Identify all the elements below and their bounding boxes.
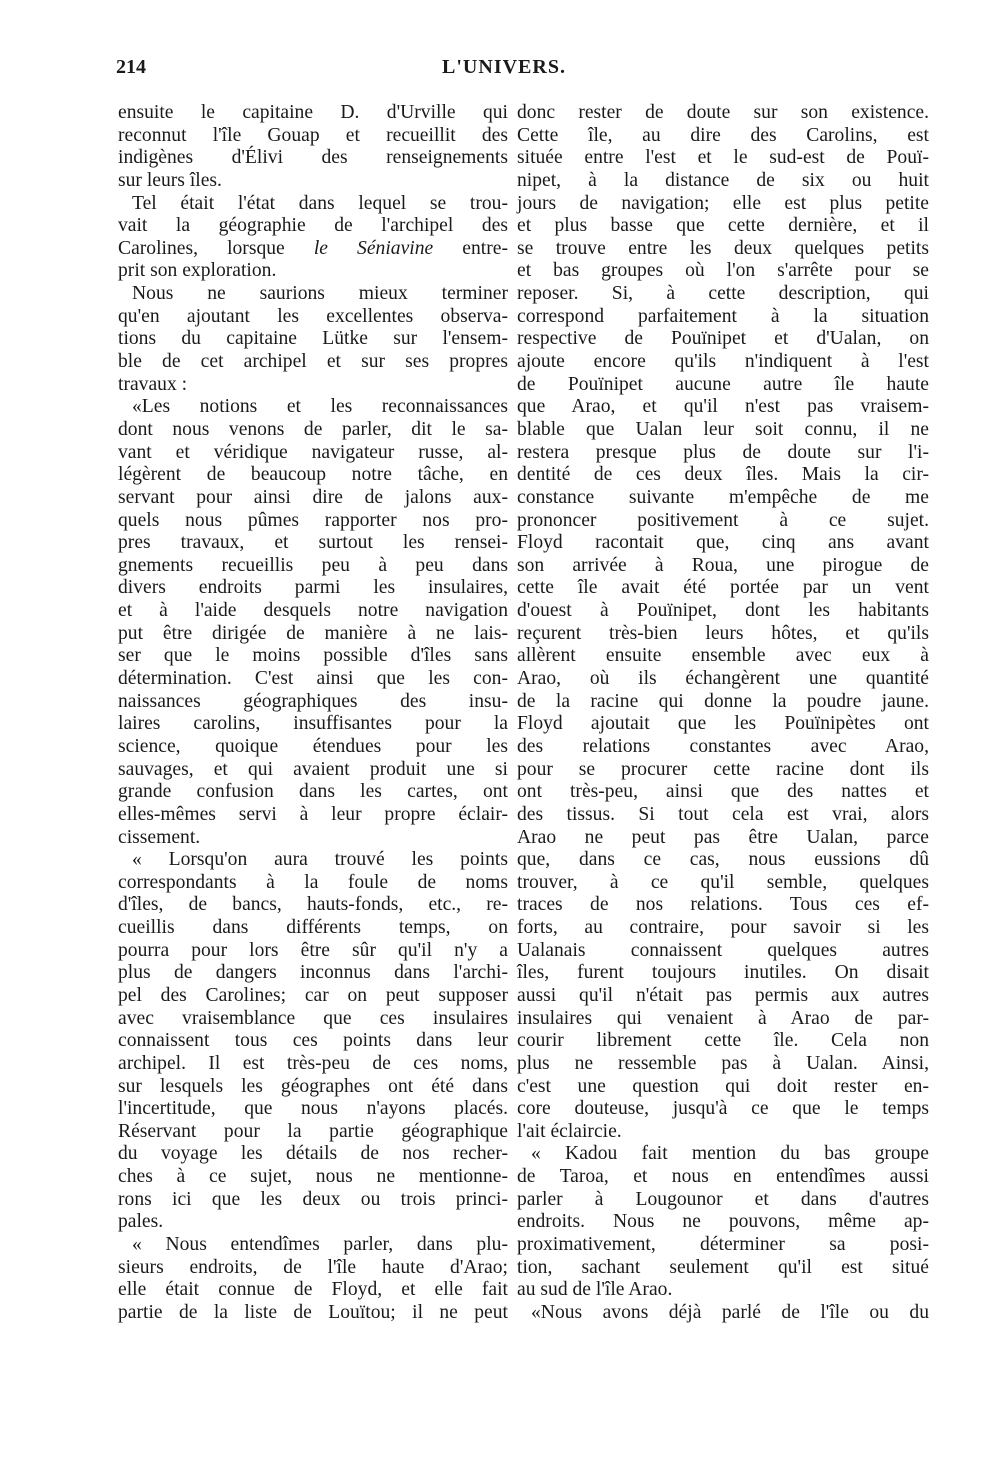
text-line: sieurs endroits, de l'île haute d'Arao; (118, 1256, 508, 1278)
text-line: traces de nos relations. Tous ces ef- (517, 894, 929, 916)
text-line: prit son exploration. (118, 260, 277, 282)
text-line: ensuite le capitaine D. d'Urville qui (118, 102, 508, 123)
text-line: vant et véridique navigateur russe, al- (118, 441, 508, 463)
text-line: ont très-peu, ainsi que des nattes et (517, 781, 929, 803)
text-line: insulaires qui venaient à Arao de par- (517, 1007, 929, 1029)
text-line: de Taroa, et nous en entendîmes aussi (517, 1166, 929, 1188)
text-line: prononcer positivement à ce sujet. (517, 509, 929, 531)
text-line: que, dans ce cas, nous eussions dû (517, 849, 929, 871)
text-line: son arrivée à Roua, une pirogue de (517, 554, 929, 576)
text-line: l'incertitude, que nous n'ayons placés. (118, 1098, 508, 1120)
text-line: connaissent tous ces points dans leur (118, 1030, 508, 1052)
text-line: rons ici que les deux ou trois princi- (118, 1188, 508, 1210)
text-line: pourra pour lors être sûr qu'il n'y a (118, 939, 508, 961)
text-line: et bas groupes où l'on s'arrête pour se (517, 260, 929, 282)
text-line: correspondants à la foule de noms (118, 871, 508, 893)
text-line: des tissus. Si tout cela est vrai, alors (517, 803, 929, 825)
text-line: d'îles, de bancs, hauts-fonds, etc., re- (118, 894, 508, 916)
text-line: nipet, à la distance de six ou huit (517, 169, 929, 191)
text-line: forts, au contraire, pour savoir si les (517, 917, 929, 939)
text-line: cissement. (118, 826, 201, 848)
text-line: travaux : (118, 373, 188, 395)
right-column (517, 102, 929, 1325)
text-line: reconnut l'île Gouap et recueillit des (118, 124, 508, 146)
text-line: science, quoique étendues pour les (118, 735, 508, 757)
page-number: 214 (116, 56, 146, 78)
text-line: cueillis dans différents temps, on (118, 917, 508, 939)
running-title: L'UNIVERS. (442, 56, 566, 78)
text-line: elles-mêmes servi à leur propre éclair- (118, 803, 508, 825)
text-segment: Carolines, lorsque (118, 237, 314, 259)
text-line: vait la géographie de l'archipel des (118, 215, 508, 237)
text-line: sauvages, et qui avaient produit une si (118, 758, 508, 780)
text-line: détermination. C'est ainsi que les con- (118, 668, 508, 690)
text-line: Réservant pour la partie géographique (118, 1120, 508, 1142)
text-line: ches à ce sujet, nous ne mentionne- (118, 1166, 508, 1188)
text-line: courir librement cette île. Cela non (517, 1030, 929, 1052)
text-line: constance suivante m'empêche de me (517, 486, 929, 508)
text-line: c'est une question qui doit rester en- (517, 1075, 929, 1097)
text-line: Floyd ajoutait que les Pouïnipètes ont (517, 713, 929, 735)
text-line: laires carolins, insuffisantes pour la (118, 713, 508, 735)
text-line: proximativement, déterminer sa posi- (517, 1234, 929, 1256)
text-line: reçurent très-bien leurs hôtes, et qu'ils (517, 622, 929, 644)
text-line: cette île avait été portée par un vent (517, 577, 929, 599)
text-line: grande confusion dans les cartes, ont (118, 781, 508, 803)
text-line: blable que Ualan leur soit connu, il ne (517, 418, 929, 440)
text-line: ser que le moins possible d'îles sans (118, 645, 508, 667)
text-line: qu'en ajoutant les excellentes observa- (118, 305, 508, 327)
text-line: Floyd racontait que, cinq ans avant (517, 532, 929, 554)
ship-name-italic: le Séniavine (313, 237, 434, 259)
text-line: «Les notions et les reconnaissances (132, 396, 508, 418)
text-line: allèrent ensuite ensemble avec eux à (517, 645, 929, 667)
text-line: plus de dangers inconnus dans l'archi- (118, 962, 508, 984)
text-line: core douteuse, jusqu'à ce que le temps (517, 1098, 929, 1120)
text-line: Arao ne peut pas être Ualan, parce (517, 826, 929, 848)
text-line: «Nous avons déjà parlé de l'île ou du (531, 1301, 929, 1323)
text-line: put être dirigée de manière à ne lais- (118, 622, 508, 644)
text-line: respective de Pouïnipet et d'Ualan, on (517, 328, 929, 350)
text-segment: entre- (433, 237, 508, 259)
text-line: ble de cet archipel et sur ses propres (118, 351, 508, 373)
text-line: endroits. Nous ne pouvons, même ap- (517, 1211, 929, 1233)
text-line: se trouve entre les deux quelques petits (517, 237, 929, 259)
text-line: restera presque plus de doute sur l'i- (517, 441, 929, 463)
text-line: aussi qu'il n'était pas permis aux autres (517, 984, 929, 1006)
text-line: indigènes d'Élivi des renseignements (118, 147, 508, 169)
text-line: Ualanais connaissent quelques autres (517, 939, 929, 961)
text-line: plus ne ressemble pas à Ualan. Ainsi, (517, 1052, 929, 1074)
text-line: pales. (118, 1211, 164, 1233)
text-line: dentité de ces deux îles. Mais la cir- (517, 464, 929, 486)
text-line: située entre l'est et le sud-est de Pouï- (517, 147, 929, 169)
text-line: Arao, où ils échangèrent une quantité (517, 668, 929, 690)
left-column (118, 102, 508, 1325)
text-line: de la racine qui donne la poudre jaune. (517, 690, 929, 712)
text-line: divers endroits parmi les insulaires, (118, 577, 508, 599)
text-line: sur leurs îles. (118, 169, 222, 191)
text-line: correspond parfaitement à la situation (517, 305, 929, 327)
text-line: ajoute encore qu'ils n'indiquent à l'est (517, 351, 929, 373)
text-line: tions du capitaine Lütke sur l'ensem- (118, 328, 508, 350)
text-line: partie de la liste de Louïtou; il ne peut (118, 1301, 508, 1323)
text-line: « Lorsqu'on aura trouvé les points (132, 849, 508, 871)
text-line: que Arao, et qu'il n'est pas vraisem- (517, 396, 929, 418)
text-line: sur lesquels les géographes ont été dans (118, 1075, 508, 1097)
text-line: îles, furent toujours inutiles. On disait (517, 962, 929, 984)
text-line: « Kadou fait mention du bas groupe (531, 1143, 929, 1165)
text-line: pel des Carolines; car on peut supposer (118, 984, 508, 1006)
text-line: des relations constantes avec Arao, (517, 735, 929, 757)
text-line: pres travaux, et surtout les rensei- (118, 532, 508, 554)
text-line: légèrent de beaucoup notre tâche, en (118, 464, 508, 486)
text-line: trouver, à ce qu'il semble, quelques (517, 871, 929, 893)
text-line: parler à Lougounor et dans d'autres (517, 1188, 929, 1210)
text-line: gnements recueillis peu à peu dans (118, 554, 508, 576)
text-line: et à l'aide desquels notre navigation (118, 600, 508, 622)
text-line (118, 238, 508, 261)
text-line: du voyage les détails de nos recher- (118, 1143, 508, 1165)
text-line: jours de navigation; elle est plus petite (517, 192, 929, 214)
text-line: de Pouïnipet aucune autre île haute (517, 373, 929, 395)
text-line: avec vraisemblance que ces insulaires (118, 1007, 508, 1029)
text-line: naissances géographiques des insu- (118, 690, 508, 712)
text-line: Cette île, au dire des Carolins, est (517, 124, 929, 146)
text-line: d'ouest à Pouïnipet, dont les habitants (517, 600, 929, 622)
text-line: archipel. Il est très-peu de ces noms, (118, 1052, 508, 1074)
text-line: l'ait éclaircie. (517, 1120, 622, 1142)
text-line: pour se procurer cette racine dont ils (517, 758, 929, 780)
text-line: donc rester de doute sur son existence. (517, 102, 929, 123)
text-line: « Nous entendîmes parler, dans plu- (132, 1234, 508, 1256)
text-line: Tel était l'état dans lequel se trou- (132, 192, 508, 214)
text-line: elle était connue de Floyd, et elle fait (118, 1279, 508, 1301)
text-line: au sud de l'île Arao. (517, 1279, 673, 1301)
text-line: quels nous pûmes rapporter nos pro- (118, 509, 508, 531)
text-line: servant pour ainsi dire de jalons aux- (118, 486, 508, 508)
text-line: Nous ne saurions mieux terminer (132, 283, 508, 305)
text-line: dont nous venons de parler, dit le sa- (118, 418, 508, 440)
text-line: reposer. Si, à cette description, qui (517, 283, 929, 305)
text-line: et plus basse que cette dernière, et il (517, 215, 929, 237)
text-line: tion, sachant seulement qu'il est situé (517, 1256, 929, 1278)
